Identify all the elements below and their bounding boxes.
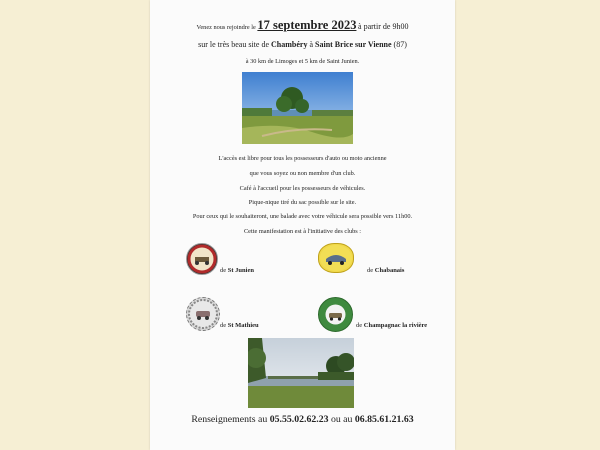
club-prefix: de	[220, 267, 227, 274]
club-prefix: de	[367, 267, 374, 274]
place-chambery: Chambéry	[271, 40, 308, 49]
club-label-chabanais	[367, 267, 404, 274]
location-connector: à	[309, 40, 314, 49]
club-logo-chabanais	[318, 243, 354, 273]
body-line-3: Café à l'accueil pour les possesseurs de véhicules.	[239, 185, 366, 192]
phone-number-1: 05.55.02.62.23	[269, 414, 329, 425]
lake-photo-bottom	[248, 338, 354, 408]
body-line-2: que vous soyez ou non membre d'un club.	[249, 170, 356, 177]
body-line-1: L'accès est libre pour tous les possesseurs d'auto ou moto ancienne	[218, 155, 387, 162]
club-label-st-mathieu	[220, 322, 259, 329]
place-saint-brice: Saint Brice sur Vienne	[315, 40, 392, 49]
club-name: Champagnac la rivière	[363, 322, 428, 329]
club-name: Chabanais	[374, 267, 405, 274]
intro-text: Venez nous rejoindre le	[196, 24, 256, 31]
location-intro: sur le très beau site de	[198, 40, 269, 49]
body-line-5: Pour ceux qui le souhaiteront, une balade avec votre véhicule sera possible vers 11h00.	[192, 213, 413, 220]
body-line-4: Pique-nique tiré du sac possible sur le site.	[248, 199, 357, 206]
lake-photo-top	[242, 72, 353, 144]
body-line-6: Cette manifestation est à l'initiative des clubs :	[243, 228, 362, 235]
club-logo-st-mathieu	[186, 297, 220, 331]
contact-line	[150, 414, 455, 425]
distance-note: à 30 km de Limoges et 5 km de Saint Junien.	[245, 58, 360, 65]
phone-number-2: 06.85.61.21.63	[354, 414, 414, 425]
contact-intro: Renseignements au	[191, 414, 268, 425]
department-number: (87)	[393, 40, 407, 49]
start-time: à partir de 9h00	[358, 22, 409, 31]
club-name: St Junien	[227, 267, 254, 274]
club-logo-st-junien	[186, 243, 218, 275]
header-line-1	[150, 18, 455, 33]
club-logo-champagnac	[318, 297, 353, 332]
club-label-champagnac	[356, 322, 427, 329]
club-name: St Mathieu	[227, 322, 259, 329]
club-prefix: de	[220, 322, 227, 329]
header-line-2	[150, 40, 455, 49]
club-prefix: de	[356, 322, 363, 329]
event-date: 17 septembre 2023	[257, 18, 357, 32]
contact-connector: ou au	[330, 414, 353, 425]
flyer-page	[150, 0, 455, 450]
club-label-st-junien	[220, 267, 254, 274]
